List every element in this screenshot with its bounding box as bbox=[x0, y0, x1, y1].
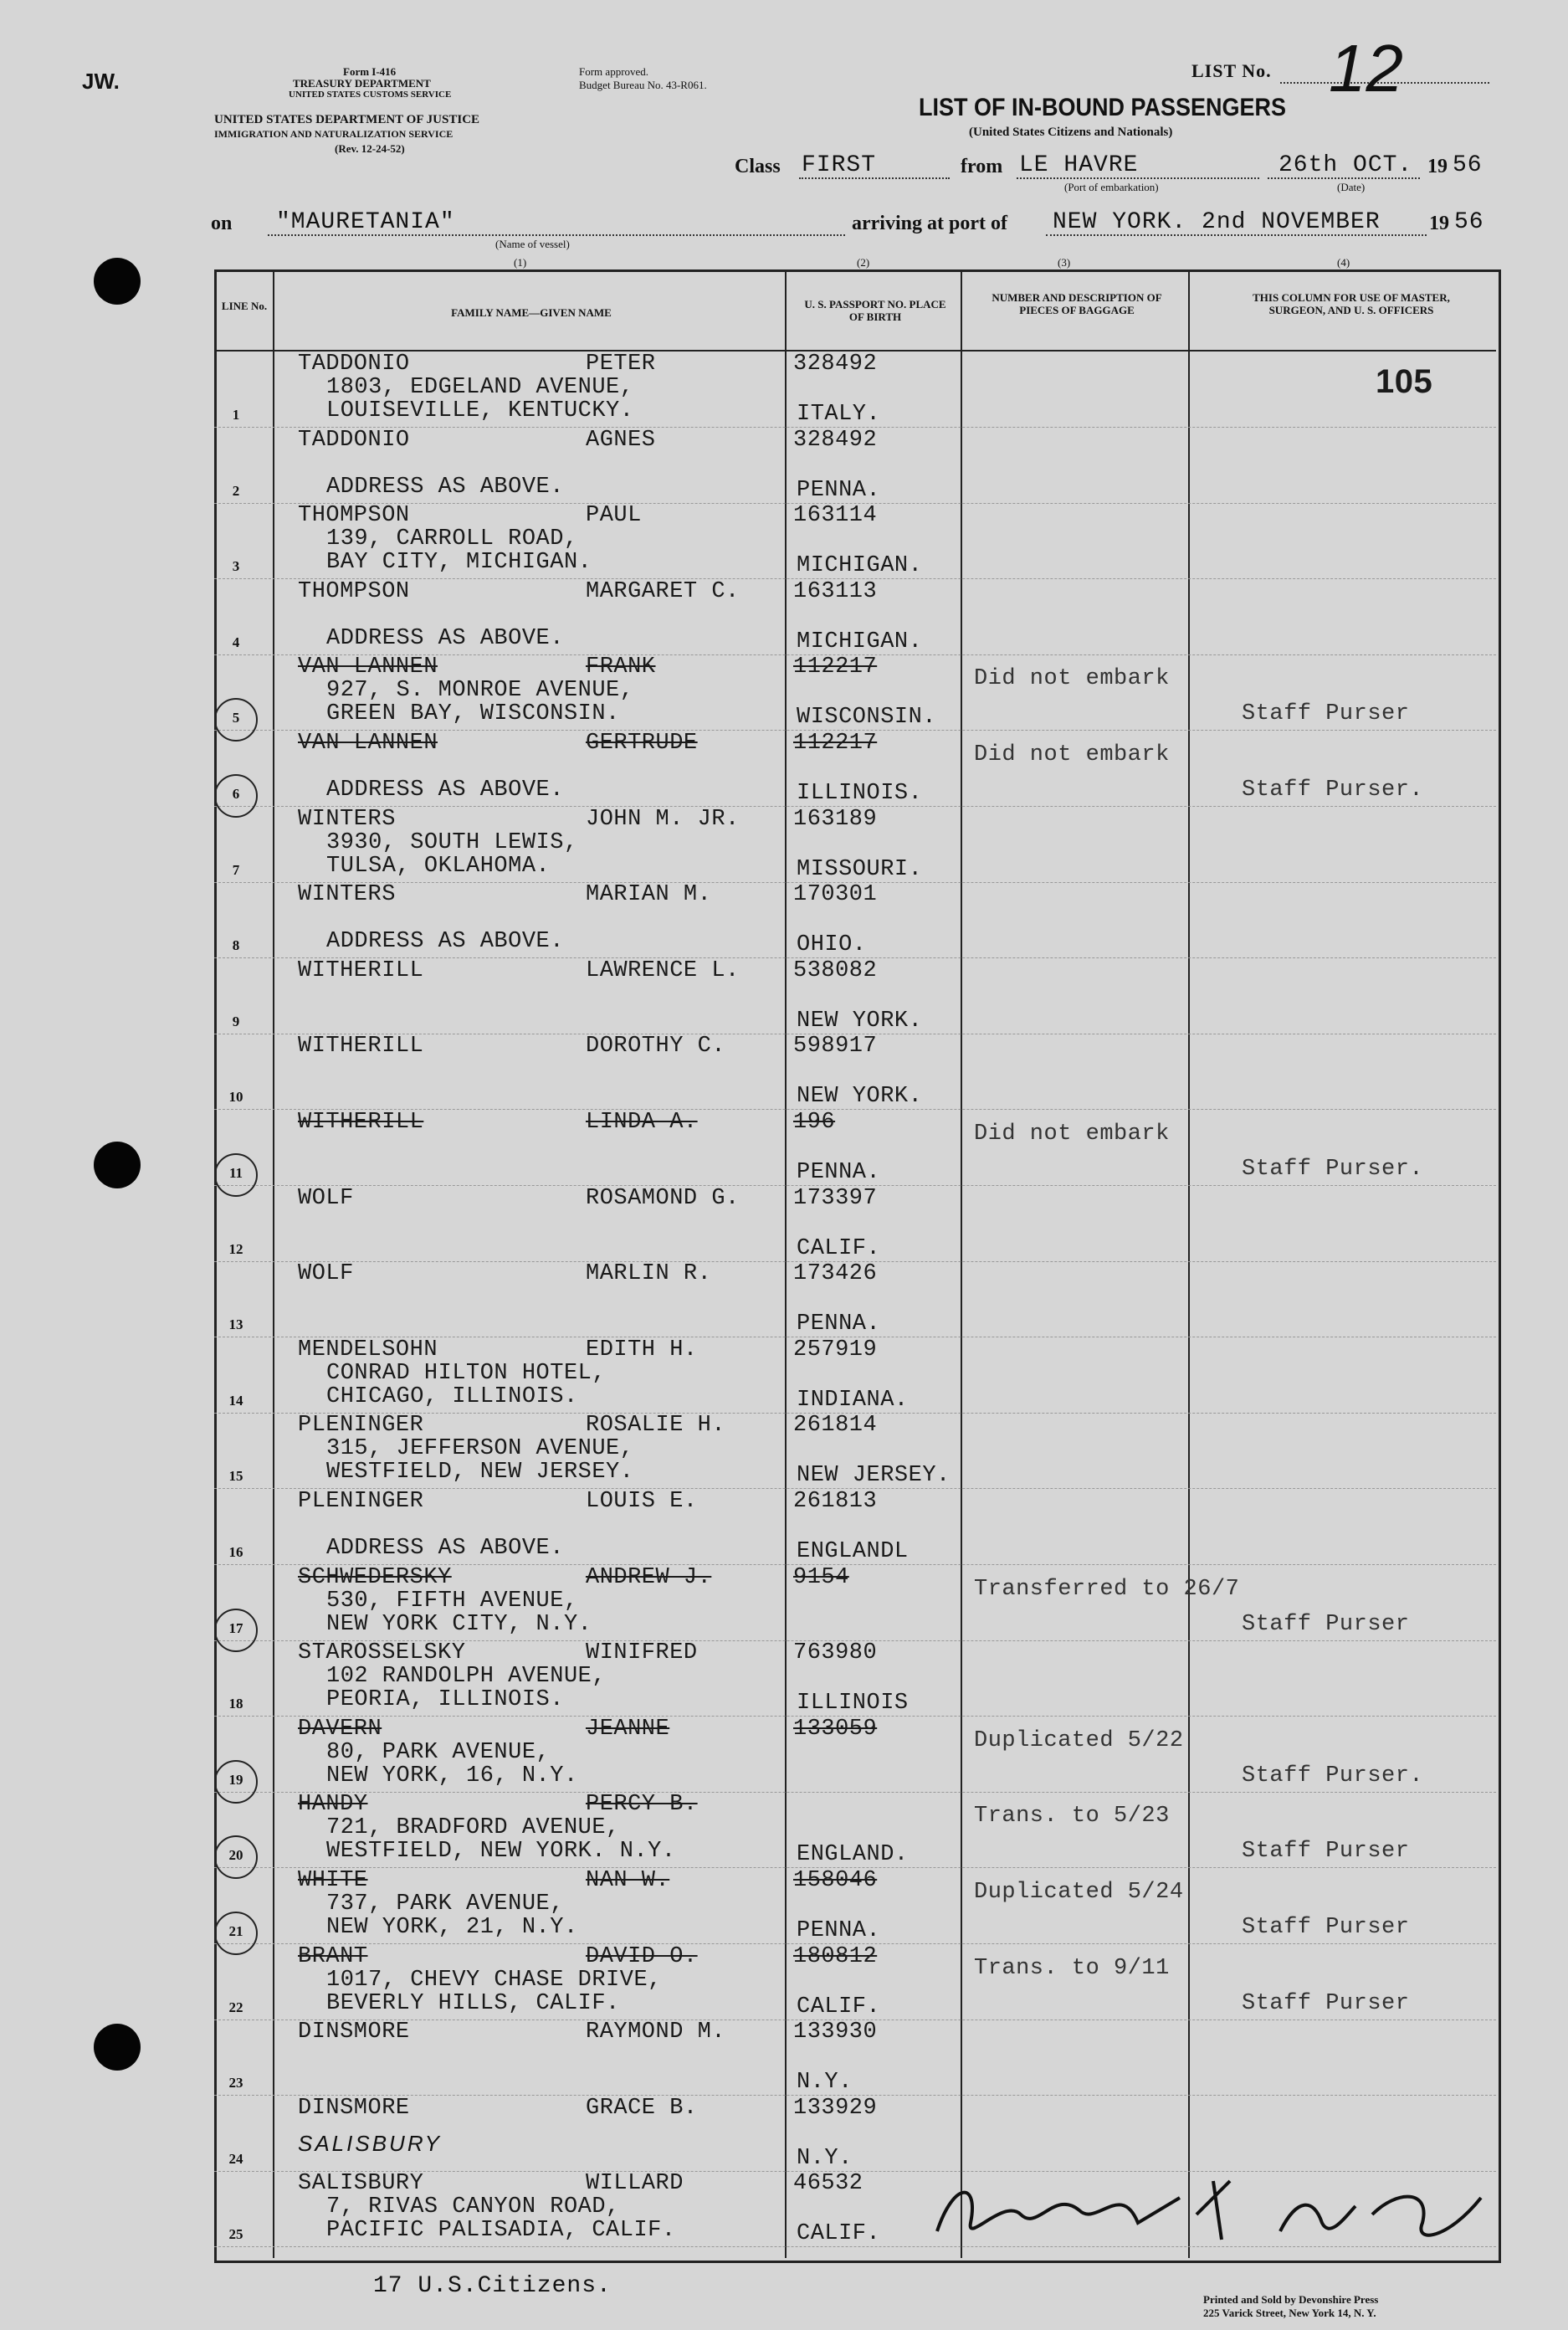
arrival-year: 56 bbox=[1454, 209, 1484, 235]
place-of-birth: INDIANA. bbox=[797, 1388, 909, 1413]
family-name: DAVERN bbox=[298, 1717, 382, 1742]
passport-number: 158046 bbox=[793, 1868, 878, 1893]
address-line-1: 80, PARK AVENUE, bbox=[326, 1740, 551, 1765]
page-subtitle: (United States Citizens and Nationals) bbox=[969, 126, 1173, 139]
on-label: on bbox=[211, 213, 233, 234]
form-revision: (Rev. 12-24-52) bbox=[335, 142, 405, 155]
baggage-note: Did not embark bbox=[974, 666, 1170, 691]
date-caption: (Date) bbox=[1337, 181, 1366, 193]
passport-number: 598917 bbox=[793, 1034, 878, 1059]
vessel-name: "MAURETANIA" bbox=[276, 209, 455, 235]
line-number: 5 bbox=[232, 710, 240, 726]
address-line-2: WESTFIELD, NEW JERSEY. bbox=[326, 1460, 634, 1485]
line-number: 21 bbox=[228, 1923, 243, 1939]
passport-number: 170301 bbox=[793, 882, 878, 907]
given-name: NAN W. bbox=[586, 1868, 670, 1893]
given-name: WILLARD bbox=[586, 2171, 684, 2196]
address-line-1: CONRAD HILTON HOTEL, bbox=[326, 1361, 607, 1386]
passport-number: 133059 bbox=[793, 1717, 878, 1742]
form-dept-justice: UNITED STATES DEPARTMENT OF JUSTICE bbox=[214, 113, 480, 126]
family-name: HANDY bbox=[298, 1792, 368, 1817]
line-number: 8 bbox=[232, 937, 240, 953]
address-line-2: NEW YORK, 16, N.Y. bbox=[326, 1763, 578, 1789]
place-of-birth: PENNA. bbox=[797, 1311, 881, 1337]
address-line-1: 927, S. MONROE AVENUE, bbox=[326, 678, 634, 703]
passport-number: 46532 bbox=[793, 2171, 863, 2196]
family-name: DINSMORE bbox=[298, 2020, 410, 2045]
family-name: THOMPSON bbox=[298, 579, 410, 604]
baggage-note: Trans. to 9/11 bbox=[974, 1956, 1170, 1981]
passport-number: 163189 bbox=[793, 807, 878, 832]
punch-hole-3 bbox=[94, 2024, 141, 2071]
passport-number: 133929 bbox=[793, 2096, 878, 2121]
passport-number: 112217 bbox=[793, 731, 878, 756]
page-title: LIST OF IN-BOUND PASSENGERS bbox=[919, 94, 1287, 121]
family-name: DINSMORE bbox=[298, 2096, 410, 2121]
given-name: ROSALIE H. bbox=[586, 1413, 726, 1438]
place-of-birth: NEW JERSEY. bbox=[797, 1463, 951, 1488]
address-line-2: ADDRESS AS ABOVE. bbox=[326, 778, 564, 803]
family-name: VAN LANNEN bbox=[298, 654, 438, 680]
handwritten-signature bbox=[929, 2164, 1498, 2270]
citizen-summary: 17 U.S.Citizens. bbox=[373, 2273, 612, 2299]
passport-number: 261814 bbox=[793, 1413, 878, 1438]
family-name: PLENINGER bbox=[298, 1413, 424, 1438]
family-name: WOLF bbox=[298, 1186, 354, 1211]
class-label: Class bbox=[735, 156, 781, 177]
from-value: LE HAVRE bbox=[1019, 152, 1139, 178]
given-name: MARGARET C. bbox=[586, 579, 740, 604]
form-dept-treasury: TREASURY DEPARTMENT bbox=[293, 77, 431, 90]
address-line-2: ADDRESS AS ABOVE. bbox=[326, 626, 564, 651]
address-line-2: ADDRESS AS ABOVE. bbox=[326, 1536, 564, 1561]
given-name: ROSAMOND G. bbox=[586, 1186, 740, 1211]
passport-number: 261813 bbox=[793, 1489, 878, 1514]
line-number: 12 bbox=[228, 1241, 243, 1257]
passport-number: 9154 bbox=[793, 1565, 849, 1590]
family-name: THOMPSON bbox=[298, 503, 410, 528]
place-of-birth: ILLINOIS bbox=[797, 1691, 909, 1716]
year-prefix: 19 bbox=[1427, 156, 1448, 177]
officer-note: Staff Purser. bbox=[1242, 1157, 1424, 1182]
col-num-2: (2) bbox=[857, 256, 870, 269]
given-name: AGNES bbox=[586, 428, 656, 453]
passport-number: 538082 bbox=[793, 958, 878, 983]
address-line-1: 1017, CHEVY CHASE DRIVE, bbox=[326, 1968, 662, 1993]
family-name: WITHERILL bbox=[298, 1110, 424, 1135]
address-line-1: 315, JEFFERSON AVENUE, bbox=[326, 1436, 634, 1461]
family-name: WOLF bbox=[298, 1261, 354, 1286]
line-number: 18 bbox=[228, 1696, 243, 1712]
given-name: ANDREW J. bbox=[586, 1565, 712, 1590]
passport-number: 133930 bbox=[793, 2020, 878, 2045]
address-line-2: BEVERLY HILLS, CALIF. bbox=[326, 1991, 620, 2016]
passport-number: 196 bbox=[793, 1110, 836, 1135]
given-name: LINDA A. bbox=[586, 1110, 698, 1135]
passport-number: 173426 bbox=[793, 1261, 878, 1286]
baggage-note: Transferred to 26/7 bbox=[974, 1577, 1240, 1602]
given-name: GERTRUDE bbox=[586, 731, 698, 756]
place-of-birth: PENNA. bbox=[797, 1918, 881, 1943]
signature-scrawl bbox=[929, 2164, 1498, 2256]
year-value: 56 bbox=[1453, 152, 1483, 178]
address-line-2: BAY CITY, MICHIGAN. bbox=[326, 550, 592, 575]
address-line-1: 7, RIVAS CANYON ROAD, bbox=[326, 2194, 620, 2220]
given-name: LOUIS E. bbox=[586, 1489, 698, 1514]
passport-number: 257919 bbox=[793, 1337, 878, 1363]
address-line-1: 1803, EDGELAND AVENUE, bbox=[326, 375, 634, 400]
family-name: WITHERILL bbox=[298, 958, 424, 983]
place-of-birth: CALIF. bbox=[797, 1994, 881, 2020]
line-number: 2 bbox=[232, 483, 240, 499]
family-name: SCHWEDERSKY bbox=[298, 1565, 452, 1590]
family-name: VAN LANNEN bbox=[298, 731, 438, 756]
date-value: 26th OCT. bbox=[1278, 152, 1413, 178]
line-number: 23 bbox=[228, 2075, 243, 2091]
place-of-birth: ITALY. bbox=[797, 402, 881, 427]
line-number: 16 bbox=[228, 1544, 243, 1560]
handwritten-name-correction: SALISBURY bbox=[298, 2131, 442, 2156]
officer-note: Staff Purser bbox=[1242, 1991, 1410, 2016]
passport-number: 763980 bbox=[793, 1640, 878, 1665]
line-number: 17 bbox=[228, 1620, 243, 1636]
place-of-birth: N.Y. bbox=[797, 2146, 853, 2171]
address-line-2: PEORIA, ILLINOIS. bbox=[326, 1687, 564, 1712]
passport-number: 163113 bbox=[793, 579, 878, 604]
line-number: 25 bbox=[228, 2226, 243, 2242]
given-name: EDITH H. bbox=[586, 1337, 698, 1363]
passport-number: 180812 bbox=[793, 1944, 878, 1969]
line-number: 1 bbox=[232, 407, 240, 423]
given-name: JOHN M. JR. bbox=[586, 807, 740, 832]
line-number: 14 bbox=[228, 1393, 243, 1409]
line-number: 4 bbox=[232, 634, 240, 650]
address-line-2: WESTFIELD, NEW YORK. N.Y. bbox=[326, 1839, 676, 1864]
place-of-birth: MICHIGAN. bbox=[797, 553, 923, 578]
line-number: 9 bbox=[232, 1014, 240, 1029]
given-name: PETER bbox=[586, 352, 656, 377]
col-num-1: (1) bbox=[514, 256, 527, 269]
from-label: from bbox=[961, 156, 1003, 177]
printer-line-1: Printed and Sold by Devonshire Press bbox=[1203, 2293, 1379, 2306]
line-number: 19 bbox=[228, 1772, 243, 1788]
class-value: FIRST bbox=[802, 152, 877, 178]
address-line-2: NEW YORK CITY, N.Y. bbox=[326, 1612, 592, 1637]
col-header-passport: U. S. PASSPORT NO. PLACE OF BIRTH bbox=[804, 298, 946, 323]
officer-count: 105 bbox=[1376, 363, 1433, 400]
col-header-name: FAMILY NAME—GIVEN NAME bbox=[451, 306, 612, 319]
line-number: 6 bbox=[232, 786, 240, 802]
place-of-birth: OHIO. bbox=[797, 932, 867, 957]
line-number: 20 bbox=[228, 1847, 243, 1863]
address-line-1: 139, CARROLL ROAD, bbox=[326, 526, 578, 552]
line-number: 24 bbox=[228, 2151, 243, 2167]
arrival-year-prefix: 19 bbox=[1429, 213, 1449, 234]
printer-line-2: 225 Varick Street, New York 14, N. Y. bbox=[1203, 2307, 1376, 2319]
address-line-2: TULSA, OKLAHOMA. bbox=[326, 854, 551, 879]
punch-hole-2 bbox=[94, 1142, 141, 1188]
col-header-officers: THIS COLUMN FOR USE OF MASTER, SURGEON, AND U. S. OFFICERS bbox=[1253, 291, 1450, 316]
baggage-note: Trans. to 5/23 bbox=[974, 1804, 1170, 1829]
address-line-2: CHICAGO, ILLINOIS. bbox=[326, 1384, 578, 1409]
place-of-birth: ILLINOIS. bbox=[797, 781, 923, 806]
col-header-line-no: LINE No. bbox=[221, 300, 268, 312]
place-of-birth: ENGLAND. bbox=[797, 1842, 909, 1867]
officer-note: Staff Purser bbox=[1242, 701, 1410, 726]
officer-note: Staff Purser. bbox=[1242, 1763, 1424, 1789]
passport-number: 328492 bbox=[793, 352, 878, 377]
line-number: 7 bbox=[232, 862, 240, 878]
passport-number: 112217 bbox=[793, 654, 878, 680]
place-of-birth: MISSOURI. bbox=[797, 857, 923, 882]
col-num-4: (4) bbox=[1337, 256, 1350, 269]
family-name: PLENINGER bbox=[298, 1489, 424, 1514]
given-name: PERCY B. bbox=[586, 1792, 698, 1817]
address-line-2: PACIFIC PALISADIA, CALIF. bbox=[326, 2218, 676, 2243]
given-name: DOROTHY C. bbox=[586, 1034, 726, 1059]
place-of-birth: CALIF. bbox=[797, 2221, 881, 2246]
place-of-birth: PENNA. bbox=[797, 1160, 881, 1185]
given-name: MARLIN R. bbox=[586, 1261, 712, 1286]
family-name: WINTERS bbox=[298, 882, 396, 907]
baggage-note: Did not embark bbox=[974, 1121, 1170, 1147]
given-name: RAYMOND M. bbox=[586, 2020, 726, 2045]
address-line-1: 3930, SOUTH LEWIS, bbox=[326, 830, 578, 855]
place-of-birth: NEW YORK. bbox=[797, 1008, 923, 1034]
family-name: WINTERS bbox=[298, 807, 396, 832]
address-line-2: ADDRESS AS ABOVE. bbox=[326, 929, 564, 954]
family-name: WHITE bbox=[298, 1868, 368, 1893]
family-name: MENDELSOHN bbox=[298, 1337, 438, 1363]
line-number: 10 bbox=[228, 1089, 243, 1105]
form-immigration: IMMIGRATION AND NATURALIZATION SERVICE bbox=[214, 128, 453, 140]
place-of-birth: N.Y. bbox=[797, 2070, 853, 2095]
port-caption: (Port of embarkation) bbox=[1064, 181, 1159, 193]
baggage-note: Duplicated 5/22 bbox=[974, 1728, 1184, 1753]
given-name: PAUL bbox=[586, 503, 642, 528]
col-num-3: (3) bbox=[1058, 256, 1071, 269]
address-line-1: 721, BRADFORD AVENUE, bbox=[326, 1815, 620, 1840]
col-header-baggage: NUMBER AND DESCRIPTION OF PIECES OF BAGGAGE bbox=[992, 291, 1162, 316]
family-name: TADDONIO bbox=[298, 428, 410, 453]
family-name: TADDONIO bbox=[298, 352, 410, 377]
arriving-label: arriving at port of bbox=[852, 213, 1007, 234]
place-of-birth: NEW YORK. bbox=[797, 1084, 923, 1109]
family-name: BRANT bbox=[298, 1944, 368, 1969]
address-line-2: GREEN BAY, WISCONSIN. bbox=[326, 701, 620, 726]
list-no-handwritten: 12 bbox=[1329, 31, 1403, 105]
form-customs: UNITED STATES CUSTOMS SERVICE bbox=[289, 90, 452, 100]
form-budget: Budget Bureau No. 43-R061. bbox=[579, 79, 707, 91]
line-number: 13 bbox=[228, 1316, 243, 1332]
given-name: JEANNE bbox=[586, 1717, 670, 1742]
baggage-note: Did not embark bbox=[974, 742, 1170, 767]
line-number: 11 bbox=[228, 1165, 243, 1181]
address-line-2: NEW YORK, 21, N.Y. bbox=[326, 1915, 578, 1940]
given-name: DAVID O. bbox=[586, 1944, 698, 1969]
place-of-birth: PENNA. bbox=[797, 478, 881, 503]
address-line-2: LOUISEVILLE, KENTUCKY. bbox=[326, 398, 634, 423]
officer-note: Staff Purser. bbox=[1242, 778, 1424, 803]
given-name: WINIFRED bbox=[586, 1640, 698, 1665]
place-of-birth: MICHIGAN. bbox=[797, 629, 923, 654]
passport-number: 173397 bbox=[793, 1186, 878, 1211]
address-line-1: 530, FIFTH AVENUE, bbox=[326, 1588, 578, 1614]
place-of-birth: ENGLANDL bbox=[797, 1539, 909, 1564]
punch-hole-1 bbox=[94, 258, 141, 305]
address-line-1: 737, PARK AVENUE, bbox=[326, 1891, 564, 1917]
address-line-1: 102 RANDOLPH AVENUE, bbox=[326, 1664, 607, 1689]
arriving-value: NEW YORK. 2nd NOVEMBER bbox=[1053, 209, 1381, 235]
officer-note: Staff Purser bbox=[1242, 1612, 1410, 1637]
form-number: Form I-416 bbox=[343, 65, 397, 78]
line-number: 22 bbox=[228, 1999, 243, 2015]
given-name: FRANK bbox=[586, 654, 656, 680]
officer-note: Staff Purser bbox=[1242, 1915, 1410, 1940]
baggage-note: Duplicated 5/24 bbox=[974, 1880, 1184, 1905]
list-no-label: LIST No. bbox=[1191, 60, 1272, 81]
address-line-2: ADDRESS AS ABOVE. bbox=[326, 475, 564, 500]
place-of-birth: CALIF. bbox=[797, 1236, 881, 1261]
corner-mark: JW. bbox=[82, 69, 120, 94]
given-name: GRACE B. bbox=[586, 2096, 698, 2121]
line-number: 15 bbox=[228, 1468, 243, 1484]
family-name: WITHERILL bbox=[298, 1034, 424, 1059]
line-number: 3 bbox=[232, 558, 240, 574]
passport-number: 328492 bbox=[793, 428, 878, 453]
place-of-birth: WISCONSIN. bbox=[797, 705, 937, 730]
vessel-caption: (Name of vessel) bbox=[495, 238, 570, 250]
form-approved: Form approved. bbox=[579, 65, 649, 78]
family-name: SALISBURY bbox=[298, 2171, 424, 2196]
given-name: MARIAN M. bbox=[586, 882, 712, 907]
given-name: LAWRENCE L. bbox=[586, 958, 740, 983]
passport-number: 163114 bbox=[793, 503, 878, 528]
family-name: STAROSSELSKY bbox=[298, 1640, 466, 1665]
officer-note: Staff Purser bbox=[1242, 1839, 1410, 1864]
